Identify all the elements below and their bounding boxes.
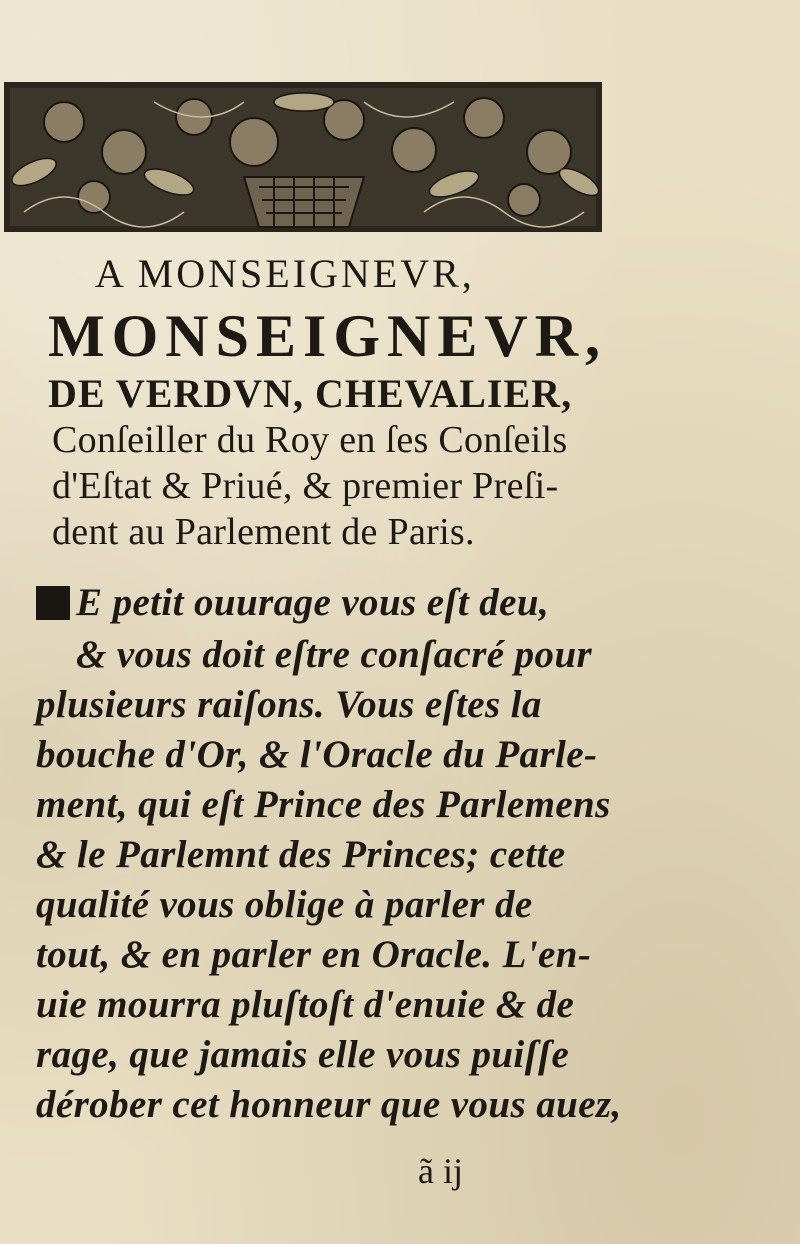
body-line: ment, qui eſt Prince des Parlemens: [36, 783, 611, 826]
dedicatee-name: MONSEIGNEVR,: [48, 303, 608, 369]
body-line: & vous doit eſtre conſacré pour: [76, 633, 593, 676]
address-line: dent au Parlement de Paris.: [52, 511, 475, 553]
signature-mark: ã ij: [418, 1151, 463, 1191]
body-line: & le Parlemnt des Princes; cette: [36, 833, 566, 876]
body-line: tout, & en parler en Oracle. L'en-: [36, 933, 592, 976]
body-line: dérober cet honneur que vous auez,: [36, 1083, 622, 1126]
body-line: bouche d'Or, & l'Oracle du Parle-: [36, 733, 598, 776]
address-line: Conſeiller du Roy en ſes Conſeils: [52, 419, 568, 461]
body-line: E petit ouurage vous eſt deu,: [76, 581, 550, 624]
dedication-heading: A MONSEIGNEVR,: [95, 251, 475, 296]
dropcap-ornament: [36, 586, 70, 620]
dedicatee-title: DE VERDVN, CHEVALIER,: [48, 371, 573, 416]
body-line: uie mourra pluſtoſt d'enuie & de: [36, 983, 575, 1026]
body-line: qualité vous oblige à parler de: [36, 883, 533, 926]
body-line: plusieurs raiſons. Vous eſtes la: [36, 683, 542, 726]
floral-headpiece-ornament: [4, 82, 602, 232]
body-line: rage, que jamais elle vous puiſſe: [36, 1033, 570, 1076]
address-line: d'Eſtat & Priué, & premier Preſi-: [52, 465, 559, 507]
